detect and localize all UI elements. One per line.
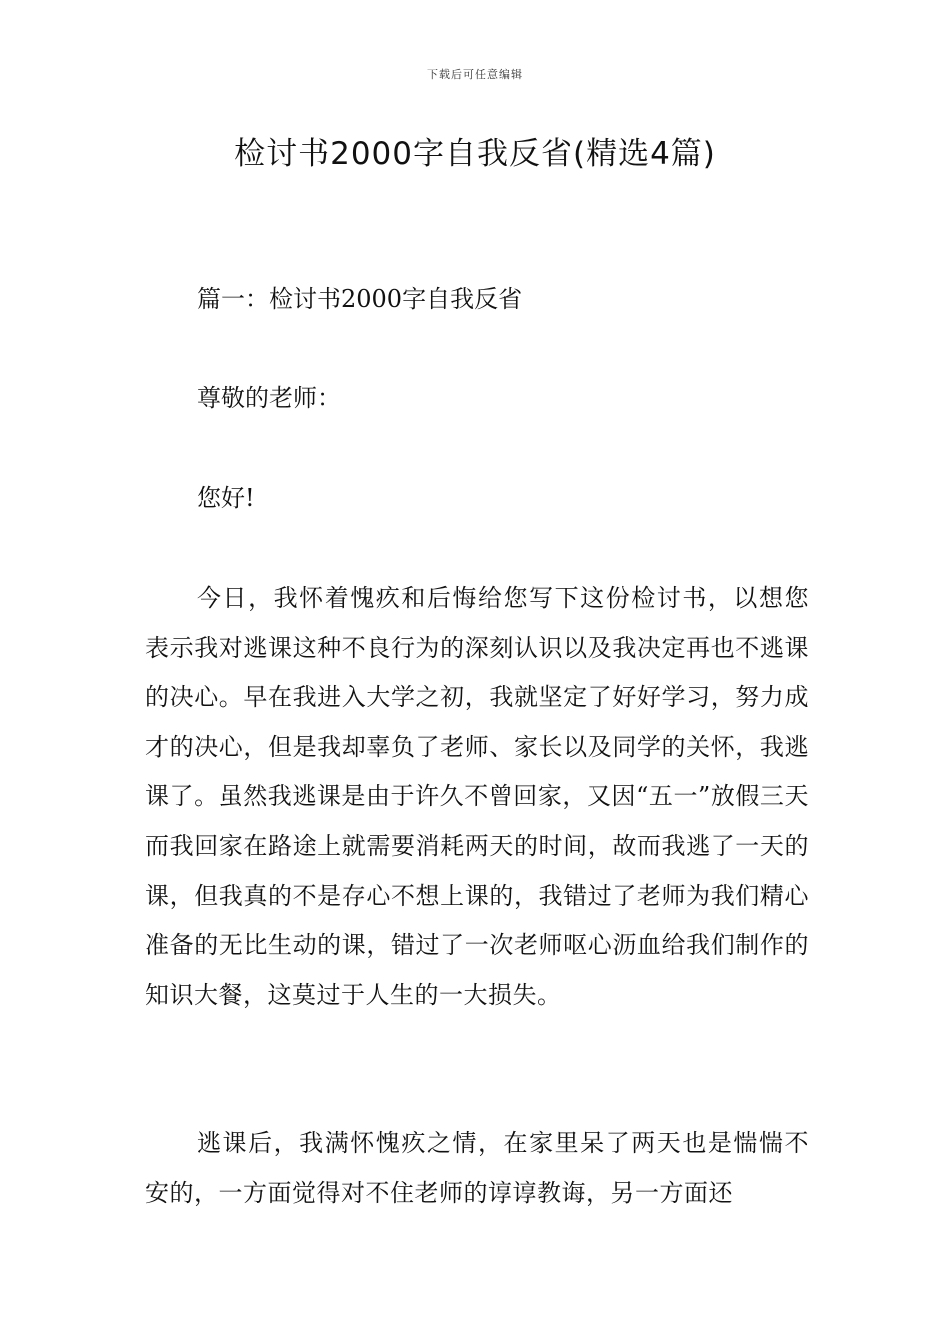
section-heading: 篇一：检讨书2000字自我反省 [197, 285, 523, 313]
body-paragraph-2: 逃课后，我满怀愧疚之情，在家里呆了两天也是惴惴不安的，一方面觉得对不住老师的谆谆教诲，另一方面还 [145, 1129, 809, 1207]
salutation: 尊敬的老师： [197, 384, 341, 412]
document-title: 检讨书2000字自我反省(精选4篇) [234, 136, 716, 172]
greeting: 您好! [197, 484, 255, 512]
body-paragraph-1: 今日，我怀着愧疚和后悔给您写下这份检讨书，以想您表示我对逃课这种不良行为的深刻认识以及我决定再也不逃课的决心。早在我进入大学之初，我就坚定了好好学习，努力成才的决心，但是我却辜负了老师、家长以及同学的关怀，我逃课了。虽然我逃课是由于许久不曾回家，又因“五一”放假三天而我回家在路途上就需要消耗两天的时间，故而我逃了一天的课，但我真的不是存心不想上课的，我错过了老师为我们精心准备的无比生动的课，错过了一次老师呕心沥血给我们制作的知识大餐，这莫过于人生的一大损失。 [145, 584, 809, 1009]
header-note: 下载后可任意编辑 [427, 68, 523, 81]
